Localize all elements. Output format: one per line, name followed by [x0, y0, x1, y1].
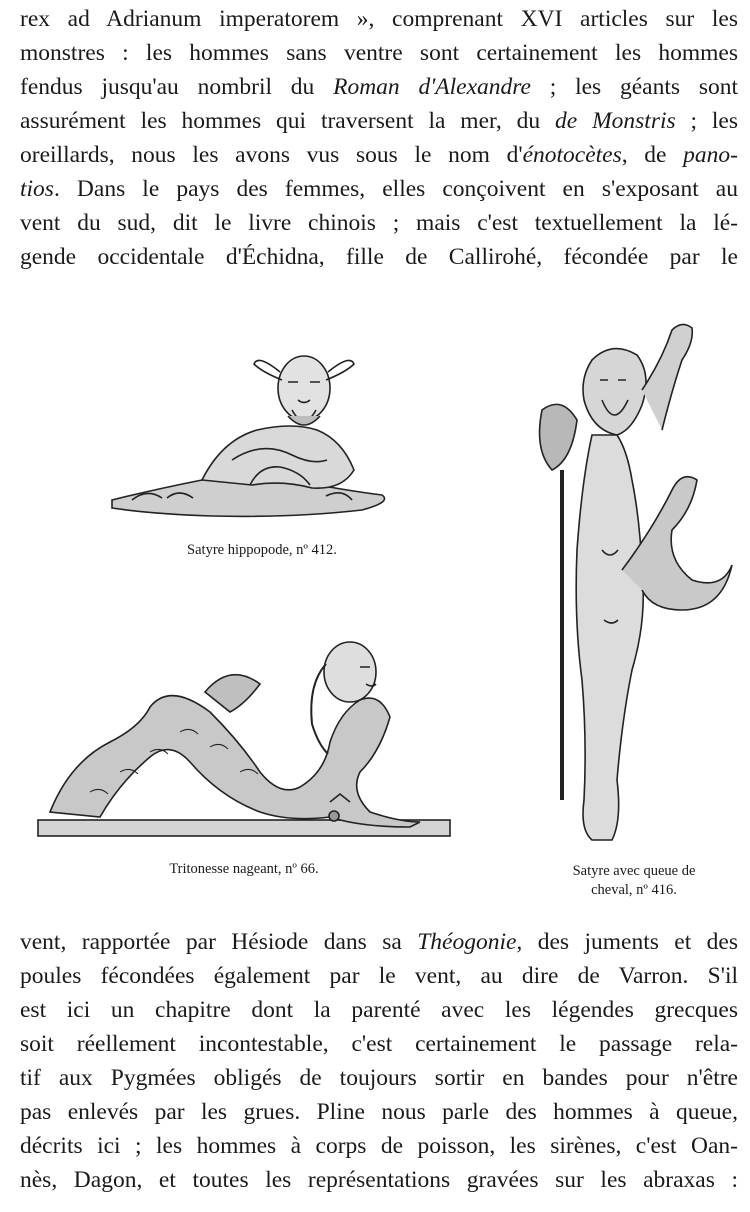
text-segment: rex ad Adrianum imperatorem », comprenant XVI articles sur les [20, 6, 738, 32]
text-line [20, 1095, 738, 1129]
caption-satyr-tail-line-1: Satyre avec queue de [572, 863, 696, 879]
text-line [20, 1129, 738, 1163]
text-line [20, 206, 738, 240]
italic-segment: énotocètes [522, 142, 622, 168]
text-segment: fendus jusqu'au nombril du [20, 74, 334, 100]
text-segment: ; les [675, 108, 738, 134]
text-line [20, 172, 738, 206]
satyr-hippopode-engraving [92, 330, 432, 530]
text-segment: nès, Dagon, et toutes les représentations gravées sur les abraxas : [20, 1167, 738, 1193]
caption-satyr-hippopode: Satyre hippopode, nº 412. [187, 542, 337, 558]
text-segment: pas enlevés par les grues. Pline nous parle des hommes à queue, [20, 1099, 738, 1125]
text-line [20, 1027, 738, 1061]
italic-segment: tios [20, 176, 54, 202]
text-segment: des juments et des [522, 929, 738, 955]
text-segment: est ici un chapitre dont la parenté avec les légendes grecques [20, 997, 738, 1023]
text-line [20, 138, 738, 172]
text-segment: soit réellement incontestable, c'est certainement le passage rela- [20, 1031, 738, 1057]
text-segment: ; les géants sont [530, 74, 738, 100]
text-segment: vent du sud, dit le livre chinois ; mais c'est textuellement la lé- [20, 210, 738, 236]
satyr-tail-engraving [522, 320, 742, 860]
text-segment: monstres : les hommes sans ventre sont certainement les hommes [20, 40, 738, 66]
figure-satyr-tail [522, 320, 742, 860]
text-segment: décrits ici ; les hommes à corps de poisson, les sirènes, c'est Oan- [20, 1133, 738, 1159]
text-segment: assurément les hommes qui traversent la mer, du [20, 108, 556, 134]
italic-segment: Roman d'Alexandre [333, 74, 531, 100]
text-line [20, 104, 738, 138]
text-segment: tif aux Pygmées obligés de toujours sortir en bandes pour n'être [20, 1065, 738, 1091]
italic-segment: pano- [683, 142, 738, 168]
paragraph-bottom [20, 925, 738, 1197]
text-line [20, 1163, 738, 1197]
tritonesse-engraving [30, 622, 458, 846]
text-segment: gende occidentale d'Échidna, fille de Callirohé, fécondée par le [20, 244, 738, 270]
text-line [20, 2, 738, 36]
text-line [20, 959, 738, 993]
text-segment: oreillards, nous les avons vus sous le nom d' [20, 142, 523, 168]
figure-tritonesse [30, 622, 458, 846]
figure-satyr-hippopode [92, 330, 432, 530]
paragraph-top [20, 2, 738, 274]
text-line [20, 1061, 738, 1095]
text-segment: , de [621, 142, 684, 168]
italic-segment: Théogonie, [417, 929, 523, 955]
text-segment: vent, rapportée par Hésiode dans sa [20, 929, 418, 955]
caption-satyr-tail-line-2: cheval, nº 416. [591, 882, 677, 898]
caption-tritonesse: Tritonesse nageant, nº 66. [169, 861, 319, 877]
text-line [20, 925, 738, 959]
text-line [20, 70, 738, 104]
text-segment: poules fécondées également par le vent, au dire de Varron. S'il [20, 963, 738, 989]
text-segment: . Dans le pays des femmes, elles conçoivent en s'exposant au [53, 176, 738, 202]
text-line [20, 240, 738, 274]
text-line [20, 36, 738, 70]
text-line [20, 993, 738, 1027]
caption-satyr-tail [522, 862, 746, 900]
italic-segment: de Monstris [555, 108, 676, 134]
